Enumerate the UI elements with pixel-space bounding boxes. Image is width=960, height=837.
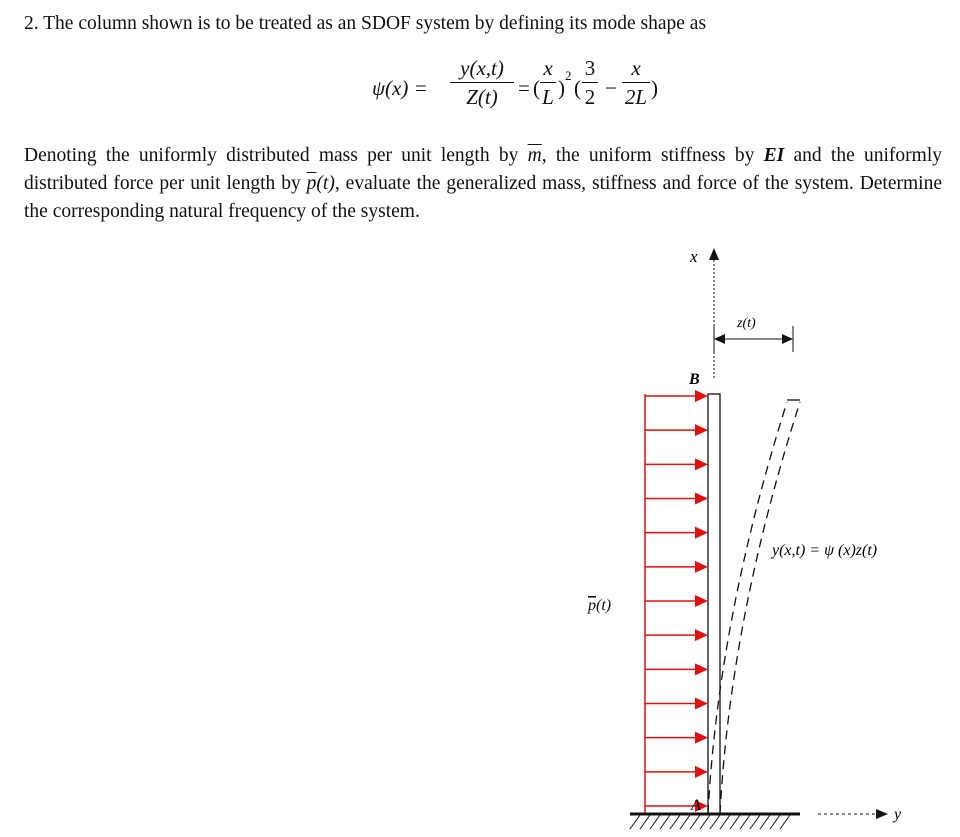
load-arrow-head <box>695 698 708 710</box>
y-axis-arrowhead <box>876 809 888 819</box>
ground-hatch-line <box>750 815 760 829</box>
deflection-label: y(x,t) = ψ (x)z(t) <box>772 542 878 559</box>
load-arrow-head <box>695 527 708 539</box>
load-arrow-head <box>695 629 708 641</box>
ground-hatch-line <box>760 815 770 829</box>
load-arrow-head <box>695 561 708 573</box>
stiffness-symbol: EI <box>763 145 785 166</box>
eq-frac1-numerator: y(x,t) <box>460 56 504 80</box>
force-symbol-p: $\overline{p}$ <box>306 173 317 194</box>
z-dim-arrow-left <box>714 334 725 344</box>
ground-hatch-line <box>660 815 670 829</box>
bottom-label-a: A <box>691 797 701 814</box>
load-arrow-head <box>695 766 708 778</box>
ground-hatch-line <box>730 815 740 829</box>
ground-hatch-line <box>720 815 730 829</box>
eq-open-paren-1: ( <box>533 76 540 100</box>
y-axis-label: y <box>894 806 902 823</box>
ground-hatch-line <box>680 815 690 829</box>
ground-hatch-line <box>740 815 750 829</box>
ground-hatch-line <box>690 815 700 829</box>
x-axis-arrowhead <box>709 248 719 260</box>
column <box>708 394 720 814</box>
load-arrow-head <box>695 663 708 675</box>
mass-symbol: $\overline{m}$ <box>527 145 542 166</box>
eq-frac3-numerator: 3 <box>584 56 596 80</box>
load-arrow-head <box>695 732 708 744</box>
eq-equals: = <box>518 76 530 100</box>
ground-hatch-line <box>770 815 780 829</box>
load-arrow-head <box>695 390 708 402</box>
load-label-p: p <box>588 597 596 614</box>
ground-hatch-line <box>780 815 790 829</box>
para-text-3: and the uniformly distributed force per unit length by <box>24 145 942 194</box>
load-label <box>587 597 611 614</box>
z-dim-arrow-right <box>782 334 793 344</box>
top-label-b: B <box>689 371 700 388</box>
ground-hatch <box>630 815 790 829</box>
para-text-2: , the uniform stiffness by <box>541 145 764 166</box>
eq-open-paren-2: ( <box>574 76 581 100</box>
force-symbol-t: (t) <box>316 173 335 194</box>
x-axis-label: x <box>690 247 698 266</box>
eq-frac3-denominator: 2 <box>584 85 596 109</box>
eq-close-paren-2: ) <box>651 76 658 100</box>
eq-minus: − <box>605 76 617 100</box>
eq-exponent: 2 <box>565 68 572 83</box>
problem-heading: 2. The column shown is to be treated as an SDOF system by defining its mode shape as <box>24 13 707 34</box>
z-label: z(t) <box>737 316 756 331</box>
load-arrow-head <box>695 458 708 470</box>
eq-frac2-numerator: x <box>543 56 553 80</box>
para-text-4: , evaluate the generalized mass, stiffness and force of the system. Determine the corresponding natural frequency of the system. <box>24 173 942 222</box>
ground-hatch-line <box>650 815 660 829</box>
ground-hatch-line <box>630 815 640 829</box>
load-arrow-head <box>695 424 708 436</box>
load-arrow-head <box>695 493 708 505</box>
eq-close-paren-1: ) <box>558 76 565 100</box>
eq-frac4-numerator: x <box>631 56 641 80</box>
eq-frac4-denominator: 2L <box>624 85 648 109</box>
eq-frac1-denominator: Z(t) <box>466 85 498 109</box>
ground-hatch-line <box>640 815 650 829</box>
eq-frac2-denominator: L <box>542 85 554 109</box>
load-label-t: (t) <box>596 597 612 614</box>
eq-lhs: ψ(x) = <box>372 76 428 100</box>
load-arrow-head <box>695 595 708 607</box>
ground-hatch-line <box>700 815 710 829</box>
ground-hatch-line <box>670 815 680 829</box>
ground-hatch-line <box>710 815 720 829</box>
para-text-1: Denoting the uniformly distributed mass per unit length by <box>24 145 528 166</box>
load-arrows <box>645 390 708 812</box>
deflected-shape-right <box>720 402 800 814</box>
